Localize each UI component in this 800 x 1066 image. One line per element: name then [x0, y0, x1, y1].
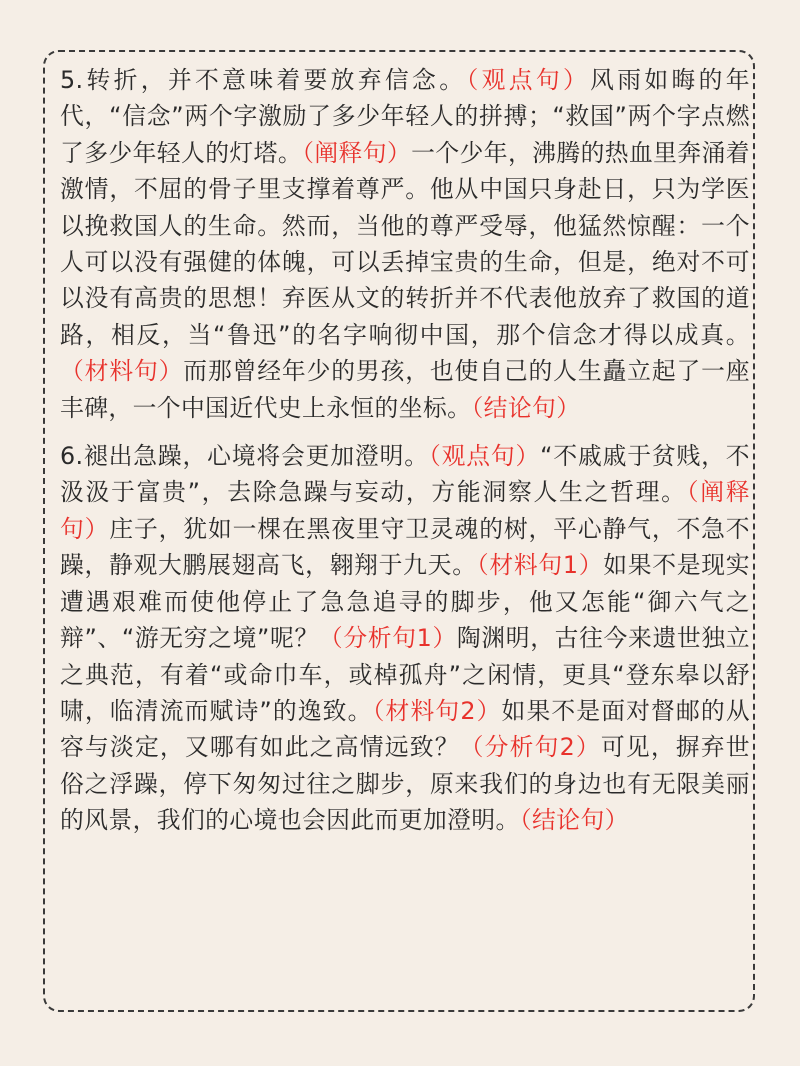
paragraph-6-topic-sentence: 6.褪出急躁，心境将会更加澄明。	[60, 442, 429, 471]
paragraph-6-text: “不戚戚于贫贱，不汲汲于富贵”，去除急躁与妄动，方能洞察人生之哲理。	[60, 442, 750, 507]
tag-explanation: （阐释句）	[60, 478, 750, 543]
paragraph-5-text: 一个少年，沸腾的热血里奔涌着激情，不屈的骨子里支撑着尊严。他从中国只身赴日，只为学医以挽救国人的生命。然而，当他的尊严受辱，他猛然惊醒：一个人可以没有强健的体魄，可以丢掉宝贵的生命，但是，绝对不可以没有高贵的思想！弃医从文的转折并不代表他放弃了救国的道路，相反，当“鲁迅”的名字响彻中国，那个信念才得以成真。	[60, 138, 750, 349]
paragraph-6-text: 如果不是现实遭遇艰难而使他停止了急急追寻的脚步，他又怎能“御六气之辩”、“游无穷之境”呢？	[60, 551, 751, 653]
paragraph-6	[60, 438, 750, 838]
tag-material-2: （材料句2）	[372, 696, 502, 725]
tag-material-1: （材料句1）	[476, 551, 604, 580]
paragraph-5	[60, 62, 750, 426]
tag-material: （材料句）	[60, 357, 184, 386]
tag-conclusion: （结论句）	[471, 393, 581, 422]
tag-viewpoint: （观点句）	[466, 66, 591, 94]
paragraph-5-text: 而那曾经年少的男孩，也使自己的人生矗立起了一座丰碑，一个中国近代史上永恒的坐标。	[60, 357, 750, 422]
tag-viewpoint: （观点句）	[428, 442, 541, 471]
tag-analysis-2: （分析句2）	[459, 733, 601, 762]
tag-conclusion: （结论句）	[519, 806, 629, 835]
paragraph-6-text: 庄子，犹如一棵在黑夜里守卫灵魂的树，平心静气，不急不躁，静观大鹏展翅高飞，翱翔于九天。	[60, 514, 750, 580]
paragraph-6-text: 可见，摒弃世俗之浮躁，停下匆匆过往之脚步，原来我们的身边也有无限美丽的风景，我们的心境也会因此而更加澄明。	[60, 733, 750, 835]
paragraph-5-text: 风雨如晦的年代，“信念”两个字激励了多少年轻人的拼搏；“救国”两个字点燃了多少年轻人的灯塔。	[60, 66, 750, 167]
paragraph-6-text: 如果不是面对督邮的从容与淡定，又哪有如此之高情远致？	[60, 696, 751, 762]
tag-explanation: （阐释句）	[302, 138, 412, 167]
document-body	[60, 62, 750, 839]
tag-analysis-1: （分析句1）	[318, 624, 457, 653]
paragraph-6-text: 陶渊明，古往今来遗世独立之典范，有着“或命巾车，或棹孤舟”之闲情，更具“登东皋以舒啸，临清流而赋诗”的逸致。	[60, 624, 750, 725]
paragraph-5-topic-sentence: 5.转折，并不意味着要放弃信念。	[60, 66, 467, 94]
